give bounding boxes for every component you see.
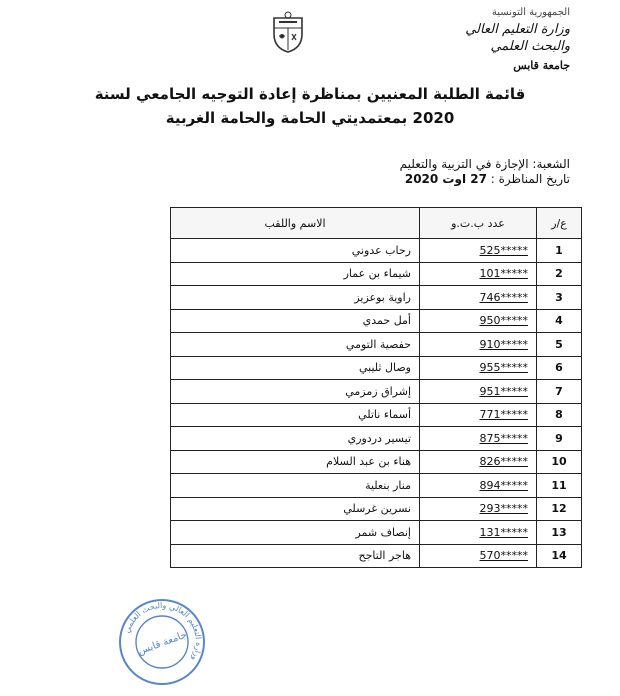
row-num: 10 [537, 450, 582, 474]
row-num: 7 [537, 380, 582, 404]
row-num: 5 [537, 333, 582, 357]
row-num: 2 [537, 262, 582, 286]
row-num: 9 [537, 427, 582, 451]
row-num: 1 [537, 239, 582, 263]
row-id-value: 910***** [479, 337, 528, 351]
row-id-value: 875***** [479, 431, 528, 445]
table-header-row [171, 208, 582, 239]
row-id-value: 293***** [479, 502, 528, 516]
document-title [60, 82, 560, 130]
row-name: حفصية التومي [171, 333, 420, 357]
table-row [171, 309, 582, 333]
row-name: راوية بوعزيز [171, 286, 420, 310]
row-num: 11 [537, 474, 582, 498]
table-row [171, 403, 582, 427]
row-id-value: 525***** [479, 243, 528, 257]
table-row [171, 450, 582, 474]
row-id-value: 950***** [479, 314, 528, 328]
stamp-text: جامعة قابس [136, 629, 189, 658]
row-num: 13 [537, 521, 582, 545]
row-num: 4 [537, 309, 582, 333]
row-num: 8 [537, 403, 582, 427]
row-id-value: 101***** [479, 267, 528, 281]
table-row [171, 239, 582, 263]
exam-date [400, 172, 570, 187]
header-num: ع/ر [537, 208, 582, 239]
table-row [171, 286, 582, 310]
table-row [171, 333, 582, 357]
row-id [420, 380, 537, 404]
ministry-label: وزارة التعليم العالي [465, 22, 570, 37]
university-label: جامعة قابس [513, 59, 570, 72]
republic-label: الجمهورية التونسية [491, 7, 570, 18]
row-name: شيماء بن عمار [171, 262, 420, 286]
row-id-value: 951***** [479, 384, 528, 398]
header-id: عدد ب.ت.و [420, 208, 537, 239]
row-name: أمل حمدي [171, 309, 420, 333]
table-row [171, 544, 582, 568]
row-id [420, 474, 537, 498]
table-row [171, 356, 582, 380]
table-row [171, 427, 582, 451]
row-id [420, 403, 537, 427]
letterhead [420, 4, 570, 74]
row-id [420, 544, 537, 568]
row-id [420, 450, 537, 474]
row-name: هاجر التاجح [171, 544, 420, 568]
title-line-1: قائمة الطلبة المعنيين بمناظرة إعادة التوجيه الجامعي لسنة [94, 85, 526, 103]
row-id-value: 894***** [479, 478, 528, 492]
research-label: والبحث العلمي [490, 39, 570, 54]
row-id-value: 131***** [479, 525, 528, 539]
branch-label: الشعبة: الإجازة في التربية والتعليم [399, 157, 570, 171]
row-name: هناء بن عبد السلام [171, 450, 420, 474]
table-row [171, 380, 582, 404]
row-id [420, 239, 537, 263]
students-table [170, 207, 582, 568]
document-meta [400, 157, 570, 187]
row-id-value: 746***** [479, 290, 528, 304]
title-line-2: 2020 بمعتمديتي الحامة والحامة الغربية [165, 109, 455, 127]
table-row [171, 521, 582, 545]
row-id [420, 333, 537, 357]
table-row [171, 262, 582, 286]
stamp-outer-text: وزارة التعليم العالي والبحث العلمي [122, 600, 204, 663]
row-id [420, 497, 537, 521]
row-num: 12 [537, 497, 582, 521]
row-name: تيسير دردوري [171, 427, 420, 451]
row-name: إنصاف شمر [171, 521, 420, 545]
row-name: نسرين غرسلي [171, 497, 420, 521]
row-id [420, 309, 537, 333]
row-id [420, 286, 537, 310]
row-id-value: 570***** [479, 549, 528, 563]
date-value: 27 اوت 2020 [404, 172, 487, 186]
row-id [420, 356, 537, 380]
table-row [171, 497, 582, 521]
row-name: منار بنعلية [171, 474, 420, 498]
row-num: 14 [537, 544, 582, 568]
row-id-value: 955***** [479, 361, 528, 375]
row-id-value: 826***** [479, 455, 528, 469]
row-name: أسماء ناتلي [171, 403, 420, 427]
row-id [420, 262, 537, 286]
row-name: إشراق زمزمي [171, 380, 420, 404]
coat-of-arms-icon [266, 10, 310, 54]
row-name: وصال ثليبي [171, 356, 420, 380]
date-label: تاريخ المناظرة : [490, 172, 570, 186]
table-row [171, 474, 582, 498]
row-id [420, 521, 537, 545]
header-name: الاسم واللقب [171, 208, 420, 239]
row-id [420, 427, 537, 451]
row-id-value: 771***** [479, 408, 528, 422]
row-num: 3 [537, 286, 582, 310]
row-num: 6 [537, 356, 582, 380]
row-name: رحاب عدوني [171, 239, 420, 263]
university-stamp [116, 597, 208, 687]
